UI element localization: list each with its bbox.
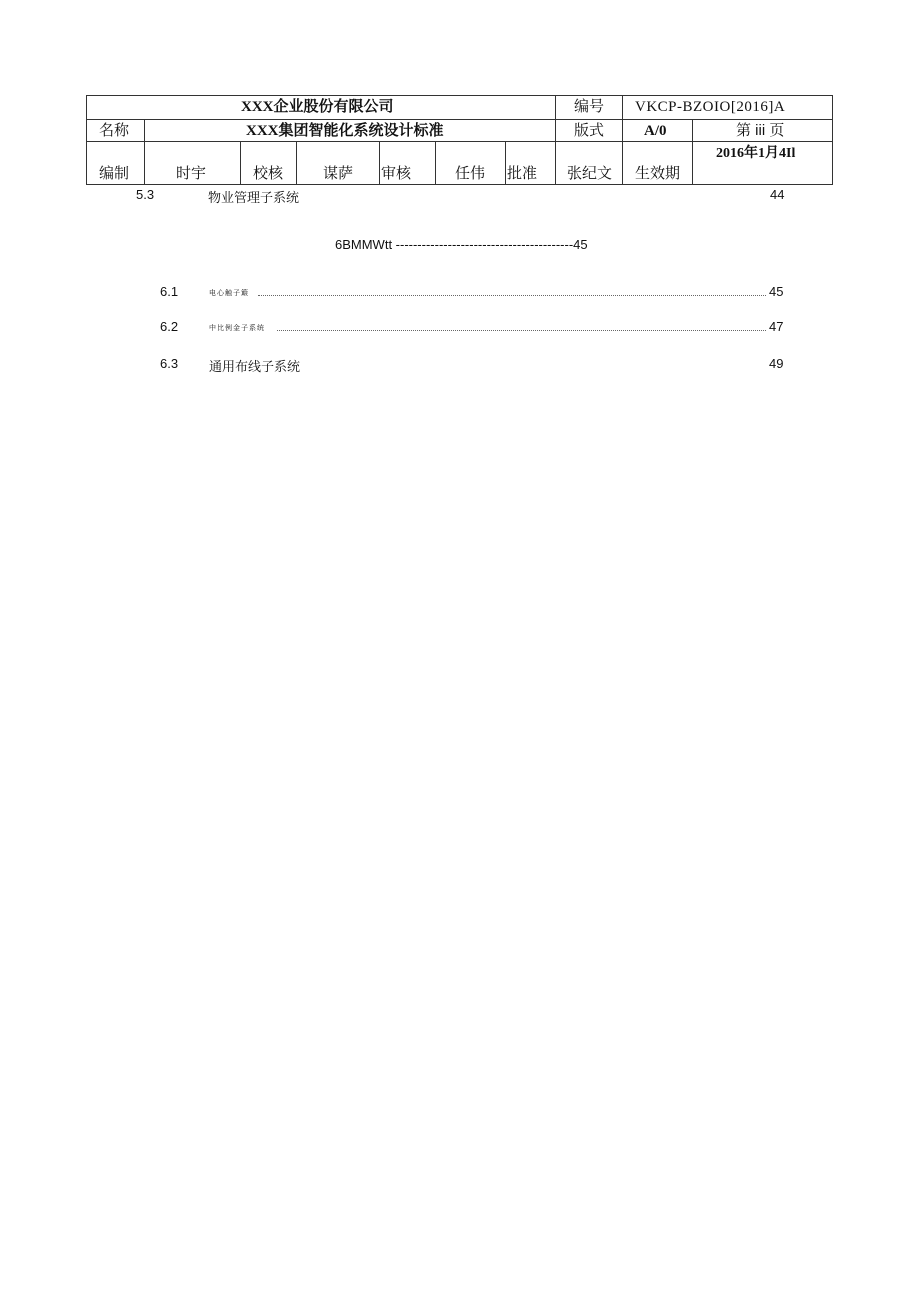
version-value: A/0 [644, 123, 667, 139]
table-col-line [435, 141, 436, 185]
table-col-line [296, 141, 297, 185]
table-col-line [622, 95, 623, 185]
review-label: 审核 [381, 165, 412, 182]
table-divider-2 [86, 141, 833, 142]
review-value: 任伟 [455, 165, 486, 182]
toc-title: 通用布线子系统 [209, 359, 301, 374]
effective-label: 生效期 [635, 165, 681, 182]
company-name [241, 98, 394, 116]
toc-title: 物业管理子系统 [208, 190, 300, 205]
toc-title: 电心触子簸 [209, 290, 249, 297]
effective-date: 2016年1月4Il [716, 146, 796, 161]
version-label: 版式 [574, 122, 605, 139]
toc-leader-dots [277, 330, 766, 331]
toc-leader-dots [258, 295, 766, 296]
approve-label: 批准 [507, 165, 538, 182]
toc-entry-6-1 [0, 284, 920, 302]
table-divider-1 [86, 119, 833, 120]
compile-label: 编制 [99, 165, 130, 182]
compile-value: 时宇 [176, 165, 207, 182]
company-name-text: XXX企业股份有限公司 [241, 99, 394, 115]
table-border-top [86, 95, 833, 96]
table-col-line [692, 119, 693, 185]
toc-entry-6-3 [0, 356, 920, 374]
toc-entry-6-2 [0, 319, 920, 337]
document-header-table [86, 95, 833, 185]
table-col-line [555, 141, 556, 185]
toc-page-number: 49 [769, 356, 784, 371]
table-border-left [86, 95, 87, 185]
document-title [246, 122, 444, 140]
table-col-line [505, 141, 506, 185]
name-label: 名称 [99, 122, 130, 139]
toc-entry-5-3 [0, 187, 920, 205]
page-number: 第 iii 页 [736, 122, 785, 139]
toc-title: 中比例金子系统 [209, 325, 265, 332]
table-col-line [240, 141, 241, 185]
table-border-right [832, 95, 833, 185]
toc-number: 6.3 [160, 356, 179, 371]
approve-value: 张纪文 [567, 165, 613, 182]
toc-page-number: 45 [769, 284, 784, 299]
toc-entry-6: 6BMMWtt -----------------------------------------45 [335, 237, 588, 252]
toc-page-number: 44 [770, 187, 785, 202]
toc-number: 5.3 [136, 187, 155, 202]
toc-page-number: 47 [769, 319, 784, 334]
toc-number: 6.2 [160, 319, 179, 334]
code-label: 编号 [574, 98, 605, 115]
check-label: 校核 [253, 165, 284, 182]
table-col-line [144, 119, 145, 185]
code-value: VKCP-BZOIO[2016]A [635, 99, 786, 115]
document-title-text: XXX集团智能化系统设计标准 [246, 123, 444, 139]
table-col-line [379, 141, 380, 185]
check-value: 谋萨 [323, 165, 354, 182]
table-border-bottom [86, 184, 833, 185]
table-col-line [555, 95, 556, 142]
toc-number: 6.1 [160, 284, 179, 299]
